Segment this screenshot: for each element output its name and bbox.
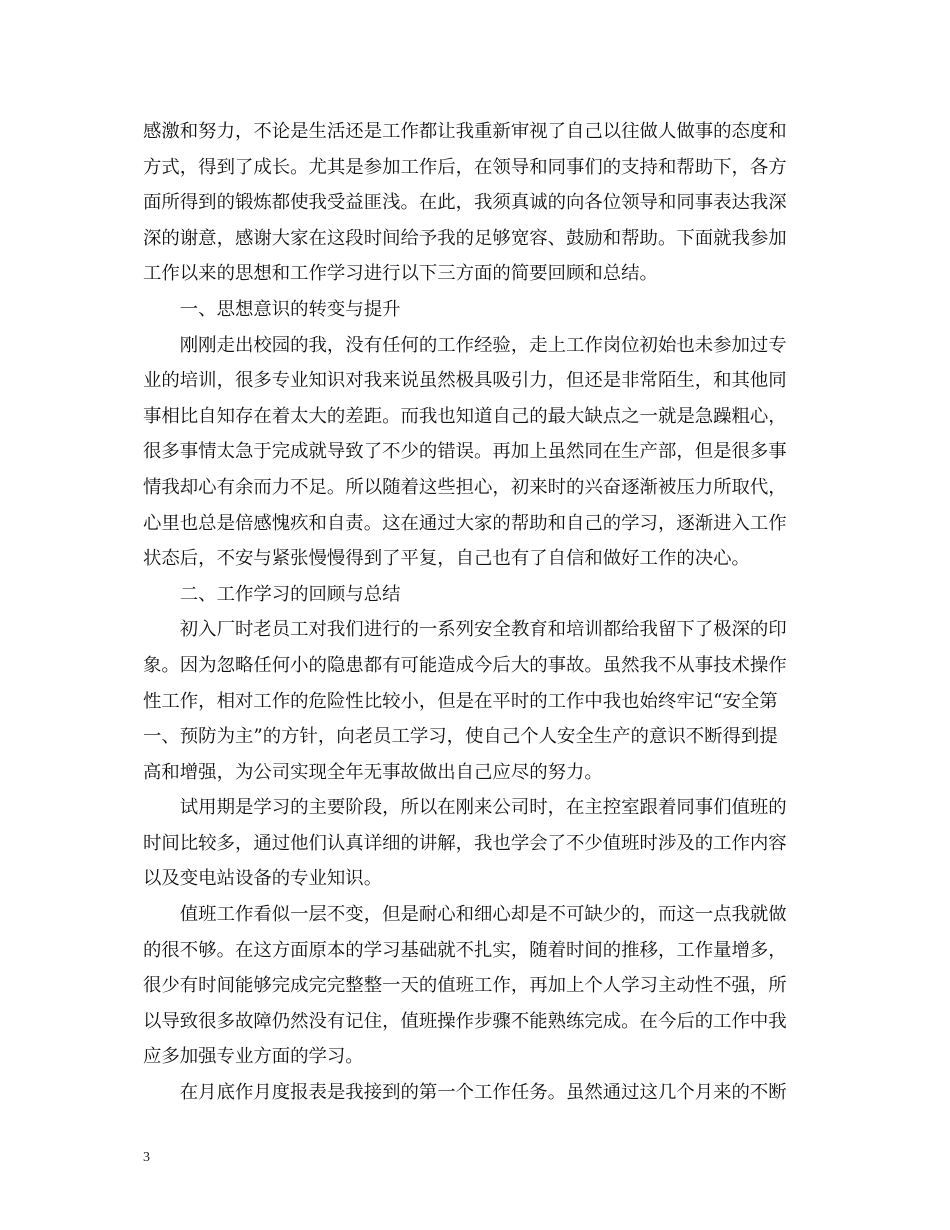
text-line: 情我却心有余而力不足。所以随着这些担心，初来时的兴奋逐渐被压力所取代， (143, 476, 787, 498)
text-line: 事相比自知存在着太大的差距。而我也知道自己的最大缺点之一就是急躁粗心， (143, 405, 787, 427)
text-line: 很少有时间能够完成完完整整一天的值班工作，再加上个人学习主动性不强，所 (143, 975, 787, 997)
text-line: 初入厂时老员工对我们进行的一系列安全教育和培训都给我留下了极深的印 (143, 619, 787, 641)
text-line: 试用期是学习的主要阶段，所以在刚来公司时，在主控室跟着同事们值班的 (143, 797, 787, 819)
text-line: 状态后，不安与紧张慢慢得到了平复，自己也有了自信和做好工作的决心。 (143, 548, 750, 570)
text-line: 以导致很多故障仍然没有记住，值班操作步骤不能熟练完成。在今后的工作中我 (143, 1010, 787, 1032)
text-line: 性工作，相对工作的危险性比较小，但是在平时的工作中我也始终牢记“安全第 (143, 690, 778, 712)
text-line: 一、预防为主”的方针，向老员工学习，使自己个人安全生产的意识不断得到提 (143, 726, 778, 748)
page-number: 3 (143, 1150, 150, 1165)
text-line: 值班工作看似一层不变，但是耐心和细心却是不可缺少的，而这一点我就做 (143, 904, 787, 926)
text-line: 刚刚走出校园的我，没有任何的工作经验，走上工作岗位初始也未参加过专 (143, 334, 787, 356)
text-line: 的很不够。在这方面原本的学习基础就不扎实，随着时间的推移，工作量增多， (143, 939, 787, 961)
text-line: 工作以来的思想和工作学习进行以下三方面的简要回顾和总结。 (143, 263, 658, 285)
text-line: 面所得到的锻炼都使我受益匪浅。在此，我须真诚的向各位领导和同事表达我深 (143, 192, 787, 214)
text-line: 感激和努力，不论是生活还是工作都让我重新审视了自己以往做人做事的态度和 (143, 121, 787, 142)
text-line: 以及变电站设备的专业知识。 (143, 868, 383, 890)
text-line: 时间比较多，通过他们认真详细的讲解，我也学会了不少值班时涉及的工作内容 (143, 832, 787, 854)
section-heading: 二、工作学习的回顾与总结 (143, 583, 401, 605)
document-body (143, 114, 813, 1111)
text-line: 在月底作月度报表是我接到的第一个工作任务。虽然通过这几个月来的不断 (143, 1082, 787, 1104)
text-line: 应多加强专业方面的学习。 (143, 1046, 364, 1068)
section-heading: 一、思想意识的转变与提升 (143, 298, 401, 320)
text-line: 高和增强，为公司实现全年无事故做出自己应尽的努力。 (143, 761, 603, 783)
text-line: 很多事情太急于完成就导致了不少的错误。再加上虽然同在生产部，但是很多事 (143, 441, 787, 463)
text-line: 方式，得到了成长。尤其是参加工作后，在领导和同事们的支持和帮助下，各方 (143, 156, 787, 178)
text-line: 心里也总是倍感愧疚和自责。这在通过大家的帮助和自己的学习，逐渐进入工作 (143, 512, 787, 534)
text-line: 深的谢意，感谢大家在这段时间给予我的足够宽容、鼓励和帮助。下面就我参加 (143, 227, 787, 249)
text-line: 象。因为忽略任何小的隐患都有可能造成今后大的事故。虽然我不从事技术操作 (143, 654, 787, 676)
text-line: 业的培训，很多专业知识对我来说虽然极具吸引力，但还是非常陌生，和其他同 (143, 370, 787, 392)
